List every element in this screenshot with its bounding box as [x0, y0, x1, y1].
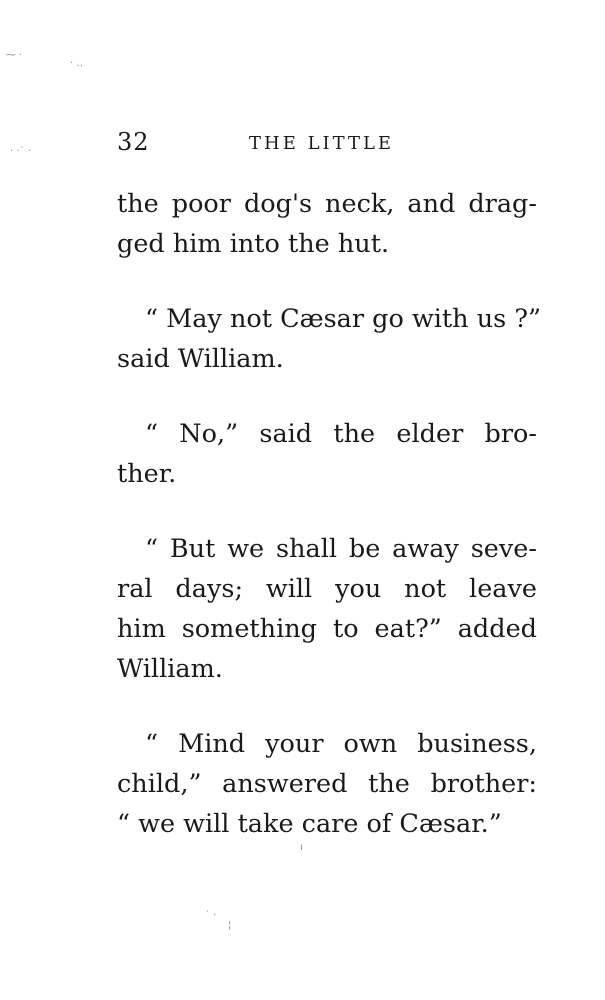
text-line: him something to eat?” added: [117, 614, 537, 644]
paragraph: [117, 414, 537, 494]
text-line: “ we will take care of Cæsar.”: [117, 809, 502, 839]
text-line: the poor dog's neck, and drag-: [117, 189, 537, 219]
page-number: 32: [117, 128, 150, 156]
running-title: THE LITTLE: [249, 133, 395, 154]
text-line: “ May not Cæsar go with us ?”: [145, 304, 542, 334]
paragraph: [117, 724, 537, 844]
print-speck: · ·˙ ·: [10, 146, 31, 157]
text-line: ral days; will you not leave: [117, 574, 537, 604]
text-line: ther.: [117, 459, 177, 489]
paragraph: [117, 184, 537, 264]
text-line: “ But we shall be away seve-: [145, 534, 537, 564]
text-line: said William.: [117, 344, 284, 374]
print-speck: ¦: [228, 920, 232, 931]
paragraph: [117, 529, 537, 689]
text-line: “ No,” said the elder bro-: [145, 419, 537, 449]
text-line: “ Mind your own business,: [145, 729, 537, 759]
text-line: William.: [117, 654, 223, 684]
print-speck: · ‥: [70, 58, 84, 69]
text-line: ged him into the hut.: [117, 229, 390, 259]
page-header: [117, 128, 537, 162]
print-speck: ⁓ ·: [6, 50, 23, 61]
print-speck: ı: [300, 842, 303, 853]
paragraph: [117, 299, 542, 379]
text-line: child,” answered the brother:: [117, 769, 537, 799]
print-speck: ˙ ·: [205, 910, 217, 921]
body-text: [117, 184, 542, 844]
